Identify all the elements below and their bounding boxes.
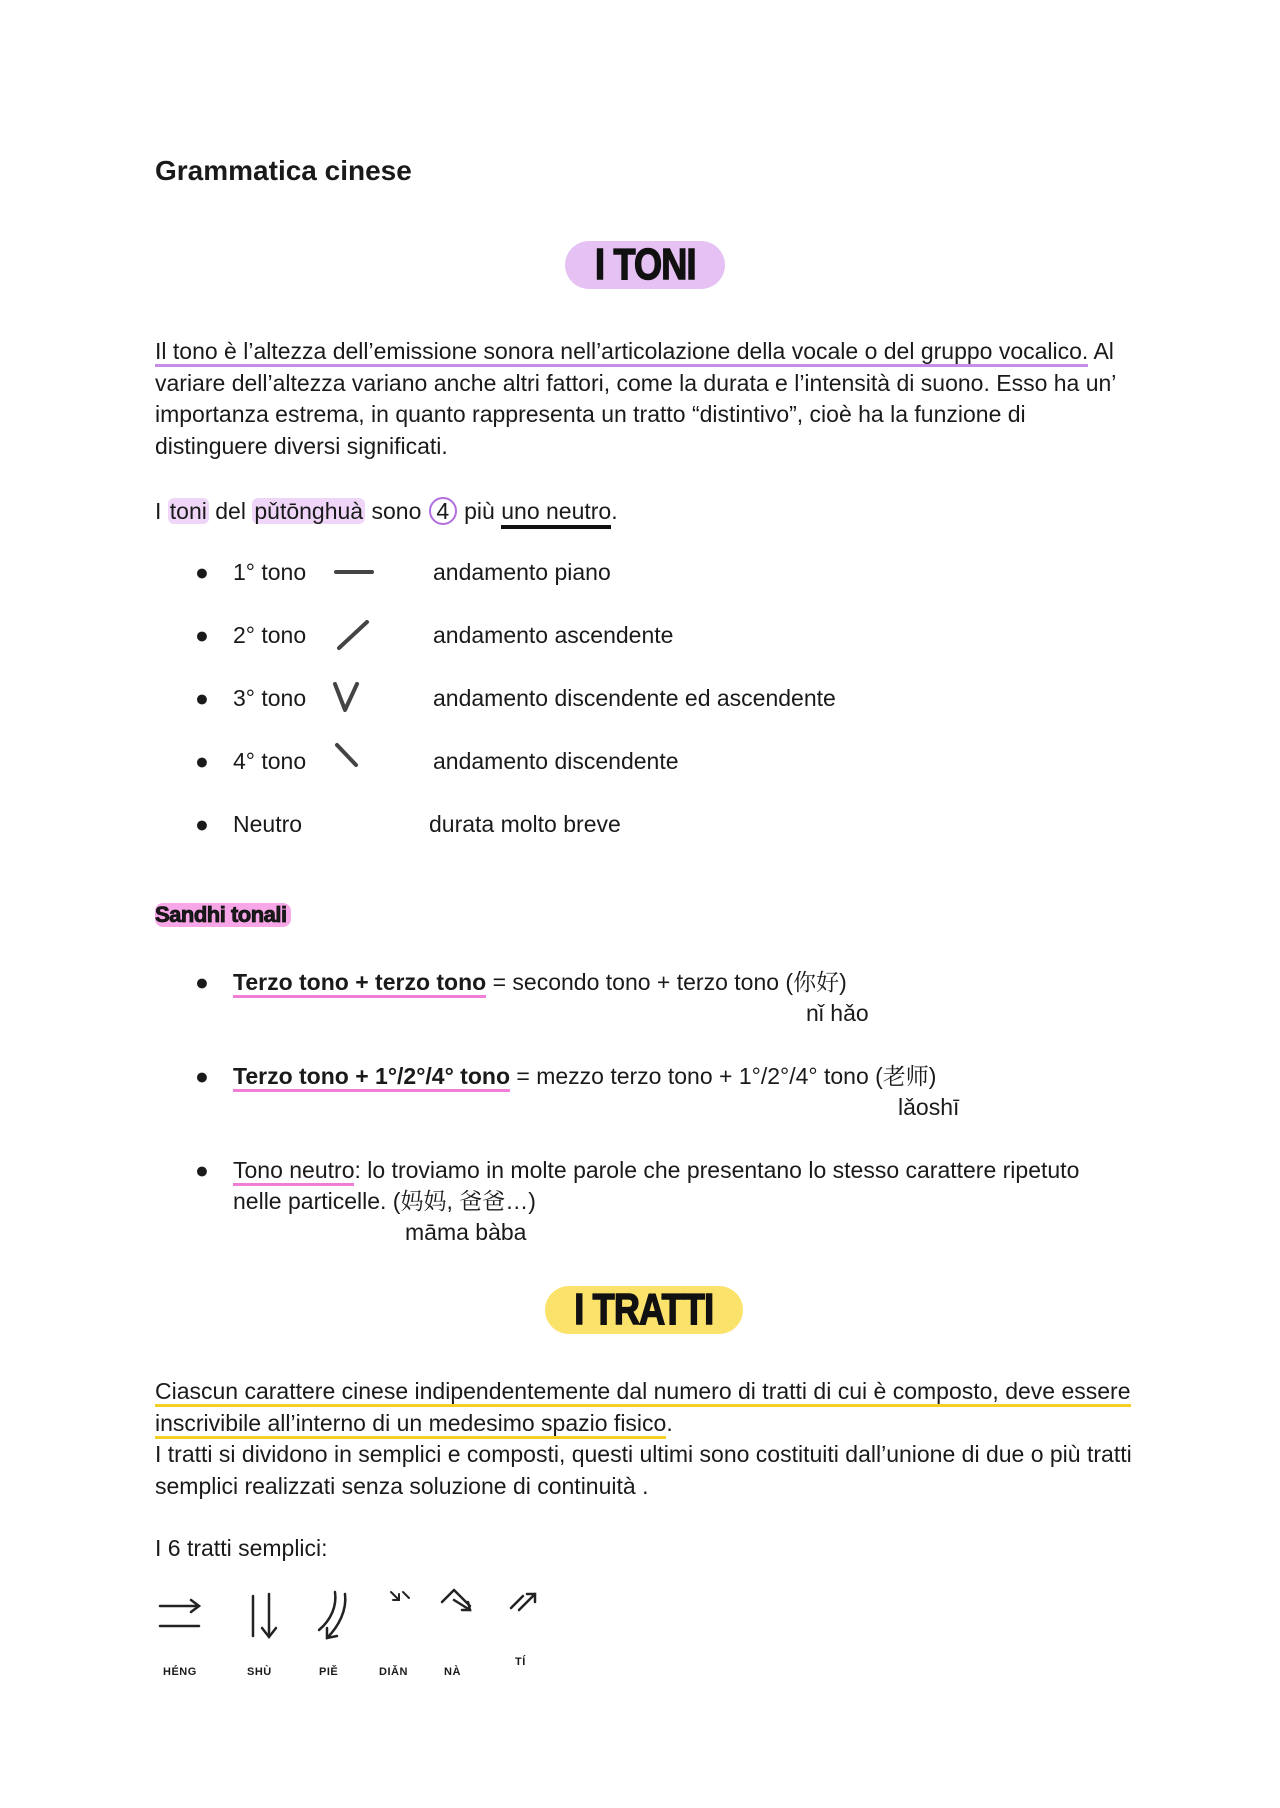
stroke-label: NÀ [444, 1666, 461, 1678]
sandhi-term: Terzo tono + terzo tono [233, 969, 486, 998]
stroke-label: SHÙ [247, 1666, 272, 1678]
tone-list-item [195, 683, 1095, 713]
tone-name: 4° tono [233, 748, 307, 774]
tratti-heading-text: I TRATTI [574, 1285, 714, 1334]
sandhi-body [233, 1061, 1133, 1092]
bullet: ● [195, 1063, 209, 1089]
text-fragment: del [208, 498, 253, 524]
stroke-item [245, 1588, 305, 1698]
document-title: Grammatica cinese [155, 155, 412, 186]
bullet: ● [195, 685, 209, 711]
toni-intro-paragraph [155, 336, 1135, 462]
ti-stroke-icon [507, 1588, 567, 1658]
toni-definition: Il tono è l’altezza dell’emissione sonora nell’articolazione della vocale o del gruppo vocalico. [155, 338, 1088, 367]
tratti-intro-rest: I tratti si dividono in semplici e composti, questi ultimi sono costituiti dall’unione di due o più tratti semplici realizzati senza soluzione di continuità . [155, 1441, 1132, 1499]
stroke-label: TÍ [515, 1656, 526, 1668]
shu-stroke-icon [245, 1588, 305, 1658]
tratti-intro-paragraph [155, 1376, 1135, 1502]
sandhi-body [233, 1155, 1133, 1217]
tone-description: andamento discendente ed ascendente [433, 685, 836, 711]
dian-stroke-icon [379, 1588, 439, 1658]
highlight-toni: toni [169, 498, 207, 524]
tone-list-item [195, 809, 1095, 839]
bullet: ● [195, 969, 209, 995]
bullet: ● [195, 1157, 209, 1183]
tone-name: 1° tono [233, 559, 307, 585]
text-fragment: . [666, 1409, 673, 1436]
sandhi-text: = mezzo terzo tono + 1°/2°/4° tono (老师) [510, 1063, 937, 1089]
text-fragment: più [457, 498, 502, 524]
stroke-label: DIǍN [379, 1666, 408, 1678]
stroke-label: PIĚ [319, 1666, 339, 1678]
simple-strokes-label: I 6 tratti semplici: [155, 1535, 328, 1561]
underlined-neutro: uno neutro [501, 498, 611, 529]
tone-description: durata molto breve [429, 811, 621, 837]
toni-count-line [155, 496, 1135, 528]
flat-tone-mark [331, 552, 377, 592]
sandhi-body [233, 967, 1133, 998]
tone-description: andamento piano [433, 559, 611, 585]
heng-stroke-icon [155, 1588, 215, 1658]
sandhi-heading: Sandhi tonali [155, 903, 291, 927]
highlight-putonghua: pǔtōnghuà [254, 498, 364, 524]
tone-name: Neutro [233, 811, 303, 837]
simple-strokes-row [155, 1588, 575, 1698]
bullet: ● [195, 559, 209, 585]
pinyin-annotation: māma bàba [405, 1219, 527, 1245]
toni-heading-text: I TONI [594, 240, 696, 289]
sandhi-text: = secondo tono + terzo tono (你好) [486, 969, 847, 995]
stroke-item [155, 1588, 215, 1698]
sandhi-text: : lo troviamo in molte parole che presentano lo stesso carattere ripetuto nelle particelle. (妈妈, 爸爸…) [233, 1157, 1080, 1214]
sandhi-term: Terzo tono + 1°/2°/4° tono [233, 1063, 510, 1092]
sandhi-term: Tono neutro [233, 1157, 354, 1186]
dipping-tone-mark [331, 678, 377, 718]
stroke-item [440, 1588, 500, 1698]
bullet: ● [195, 748, 209, 774]
tone-list-item [195, 746, 1095, 776]
tone-name: 3° tono [233, 685, 307, 711]
text-fragment: sono [365, 498, 428, 524]
stroke-item [507, 1588, 567, 1698]
toni-heading [565, 241, 725, 289]
tratti-heading [545, 1286, 743, 1334]
pinyin-annotation: lǎoshī [898, 1094, 960, 1120]
stroke-label: HÉNG [163, 1666, 197, 1678]
tone-description: andamento ascendente [433, 622, 674, 648]
tone-description: andamento discendente [433, 748, 679, 774]
pinyin-annotation: nǐ hǎo [806, 1000, 869, 1026]
falling-tone-mark [331, 741, 377, 781]
toni-intro-rest: Al variare dell’altezza variano anche altri fattori, come la durata e l’intensità di suono. Esso ha un’ importanza estrema, in quanto rappresenta un tratto “distintivo”, cioè ha la funzione di distinguere diversi significati. [155, 338, 1116, 459]
tratti-definition: Ciascun carattere cinese indipendentemente dal numero di tratti di cui è composto, deve essere inscrivibile all’interno di un medesimo spazio fisico [155, 1378, 1131, 1439]
tone-list-item [195, 557, 1095, 587]
na-stroke-icon [440, 1588, 500, 1658]
tone-list-item [195, 620, 1095, 650]
text-fragment: I [155, 498, 168, 524]
pie-stroke-icon [313, 1588, 373, 1658]
rising-tone-mark [331, 615, 377, 655]
stroke-item [379, 1588, 439, 1698]
stroke-item [313, 1588, 373, 1698]
bullet: ● [195, 811, 209, 837]
bullet: ● [195, 622, 209, 648]
circled-number: 4 [429, 497, 457, 525]
tone-name: 2° tono [233, 622, 307, 648]
text-fragment: . [611, 498, 618, 524]
